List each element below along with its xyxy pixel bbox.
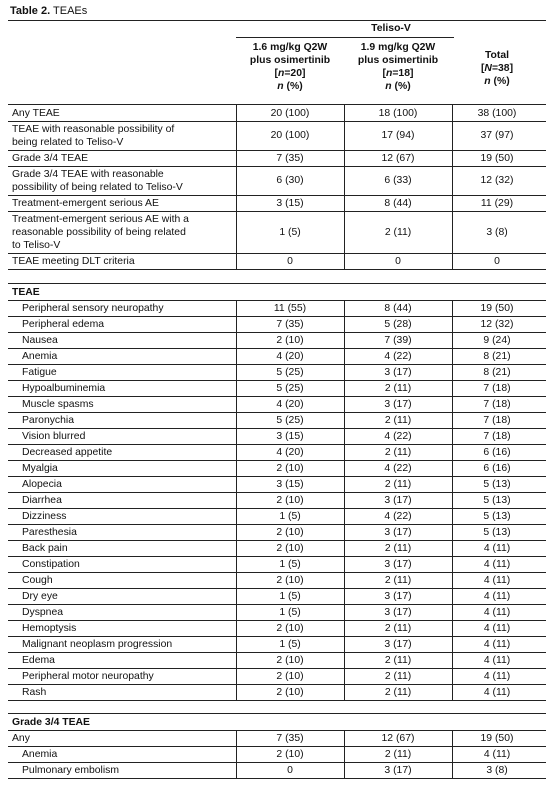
- teae-row-label: Hemoptysis: [22, 622, 77, 634]
- teae-row-col-divider-1: [236, 348, 237, 364]
- teae-row-label: Myalgia: [22, 462, 58, 474]
- teae-row-label: Back pain: [22, 542, 68, 554]
- teae-row-value-c2: 2 (11): [384, 382, 412, 394]
- group-header-rule: [236, 37, 454, 38]
- teae-row-col-divider-3: [452, 460, 453, 476]
- summary-row-value-c1: 3 (15): [276, 197, 304, 209]
- summary-row-value-c1: 0: [287, 255, 293, 267]
- teae-row-col-divider-3: [452, 348, 453, 364]
- teae-row-value-c2: 3 (17): [384, 494, 412, 506]
- teae-row-value-c3: 5 (13): [483, 494, 511, 506]
- summary-row-label: Grade 3/4 TEAE with reasonable: [12, 168, 164, 180]
- teae-row-value-c2: 3 (17): [384, 638, 412, 650]
- grade34-row-value-c2: 3 (17): [384, 764, 412, 776]
- teae-row-value-c1: 4 (20): [276, 446, 304, 458]
- summary-row-label: TEAE with reasonable possibility of: [12, 123, 175, 135]
- teae-row-value-c1: 1 (5): [279, 638, 301, 650]
- teae-row-value-c2: 2 (11): [384, 414, 412, 426]
- summary-row-value-c3: 12 (32): [480, 175, 514, 186]
- teae-row-value-c3: 7 (18): [483, 430, 511, 442]
- summary-row-value-c2: 0: [395, 255, 401, 267]
- teae-row-value-c3: 4 (11): [483, 574, 511, 586]
- col3-header: [452, 49, 542, 88]
- summary-row-value-c1: 20 (100): [270, 130, 310, 141]
- teae-row-value-c2: 2 (11): [384, 542, 412, 554]
- summary-row-col-divider-2: [344, 211, 345, 253]
- summary-row-label: reasonable possibility of being related: [12, 226, 186, 238]
- teae-row-col-divider-1: [236, 380, 237, 396]
- teae-row-col-divider-1: [236, 556, 237, 572]
- teae-row-col-divider-3: [452, 620, 453, 636]
- grade34-any-col-divider-1: [236, 730, 237, 746]
- teae-row-value-c1: 2 (10): [276, 462, 304, 474]
- teae-row-value-c3: 4 (11): [483, 590, 511, 602]
- teae-row-value-c3: 7 (18): [483, 398, 511, 410]
- teae-row-col-divider-2: [344, 620, 345, 636]
- teae-row-value-c3: 8 (21): [483, 366, 511, 378]
- teae-row-value-c1: 3 (15): [276, 478, 304, 490]
- teae-row-col-divider-2: [344, 300, 345, 316]
- teae-row-value-c1: 7 (35): [276, 318, 304, 330]
- teae-row-col-divider-3: [452, 444, 453, 460]
- teae-row-value-c1: 2 (10): [276, 494, 304, 506]
- teae-row-value-c1: 2 (10): [276, 526, 304, 538]
- teae-row-value-c1: 2 (10): [276, 686, 304, 698]
- teae-row-col-divider-2: [344, 588, 345, 604]
- summary-row-label: being related to Teliso-V: [12, 136, 124, 148]
- teae-row-value-c2: 4 (22): [384, 462, 412, 474]
- teae-row-col-divider-3: [452, 492, 453, 508]
- teae-row-label: Constipation: [22, 558, 80, 570]
- teae-row-col-divider-1: [236, 444, 237, 460]
- teae-row-label: Muscle spasms: [22, 398, 94, 410]
- teae-row-value-c1: 1 (5): [279, 606, 301, 618]
- teae-row-col-divider-3: [452, 636, 453, 652]
- teae-row-col-divider-2: [344, 332, 345, 348]
- teae-row-value-c3: 12 (32): [480, 318, 514, 330]
- grade34-any-col-divider-2: [344, 730, 345, 746]
- teae-row-label: Hypoalbuminemia: [22, 382, 106, 394]
- header-bottom-rule: [8, 104, 546, 105]
- teae-row-value-c2: 2 (11): [384, 670, 412, 682]
- grade34-any-value-c3: 19 (50): [480, 732, 514, 744]
- summary-row-value-c2: 12 (67): [381, 152, 415, 164]
- teae-row-col-divider-1: [236, 572, 237, 588]
- teae-row-col-divider-2: [344, 316, 345, 332]
- col1-header-dose: 1.6 mg/kg Q2W: [252, 42, 328, 53]
- teae-row-value-c2: 3 (17): [384, 606, 412, 618]
- teae-row-value-c1: 1 (5): [279, 590, 301, 602]
- col1-header-combo: plus osimertinib: [249, 55, 331, 66]
- teae-row-col-divider-3: [452, 524, 453, 540]
- col3-header-n: [N=38]: [480, 63, 514, 74]
- teae-row-value-c2: 2 (11): [384, 654, 412, 666]
- teae-row-col-divider-3: [452, 508, 453, 524]
- col2-header-npct: n (%): [385, 81, 411, 92]
- teae-row-value-c2: 2 (11): [384, 622, 412, 634]
- teae-row-value-c2: 7 (39): [384, 334, 412, 346]
- teae-row-col-divider-2: [344, 636, 345, 652]
- teae-row-value-c3: 5 (13): [483, 478, 511, 490]
- teae-row-col-divider-3: [452, 380, 453, 396]
- col2-header-combo: plus osimertinib: [357, 55, 439, 66]
- teae-row-value-c3: 9 (24): [483, 334, 511, 346]
- summary-row-value-c2: 18 (100): [378, 107, 418, 119]
- summary-row-col-divider-3: [452, 166, 453, 195]
- grade34-section-top-rule: [8, 713, 546, 714]
- summary-row-col-divider-3: [452, 121, 453, 150]
- teae-row-value-c2: 3 (17): [384, 558, 412, 570]
- grade34-row-col-divider-1: [236, 746, 237, 762]
- summary-row-col-divider-1: [236, 121, 237, 150]
- teae-row-col-divider-1: [236, 316, 237, 332]
- summary-row-col-divider-2: [344, 166, 345, 195]
- summary-row-label: possibility of being related to Teliso-V: [12, 181, 183, 193]
- teae-row-col-divider-1: [236, 604, 237, 620]
- summary-row-col-divider-3: [452, 150, 453, 166]
- teae-row-value-c1: 2 (10): [276, 670, 304, 682]
- teae-row-rule: [8, 700, 546, 701]
- grade34-row-value-c1: 0: [287, 764, 293, 776]
- teae-row-col-divider-2: [344, 380, 345, 396]
- teae-row-col-divider-2: [344, 540, 345, 556]
- teae-row-col-divider-2: [344, 556, 345, 572]
- teae-section-top-rule: [8, 283, 546, 284]
- teae-row-value-c2: 2 (11): [384, 574, 412, 586]
- teae-row-col-divider-2: [344, 412, 345, 428]
- teae-row-value-c3: 19 (50): [480, 302, 514, 314]
- teae-row-col-divider-1: [236, 620, 237, 636]
- teae-row-col-divider-3: [452, 556, 453, 572]
- teae-row-col-divider-1: [236, 540, 237, 556]
- teae-row-col-divider-1: [236, 524, 237, 540]
- teae-row-col-divider-3: [452, 396, 453, 412]
- teae-row-col-divider-3: [452, 572, 453, 588]
- teae-row-col-divider-3: [452, 684, 453, 700]
- grade34-row-col-divider-2: [344, 746, 345, 762]
- teae-row-value-c2: 2 (11): [384, 446, 412, 458]
- teae-row-value-c2: 4 (22): [384, 430, 412, 442]
- grade34-row-col-divider-2: [344, 762, 345, 778]
- teae-row-label: Dyspnea: [22, 606, 64, 618]
- teae-row-label: Vision blurred: [22, 430, 86, 442]
- teae-row-label: Alopecia: [22, 478, 62, 490]
- summary-row-col-divider-1: [236, 253, 237, 269]
- teae-row-col-divider-1: [236, 668, 237, 684]
- col1-header-npct: n (%): [277, 81, 303, 92]
- summary-row-col-divider-2: [344, 105, 345, 121]
- grade34-row-col-divider-3: [452, 762, 453, 778]
- teae-row-value-c3: 6 (16): [483, 462, 511, 474]
- teae-row-label: Edema: [22, 654, 55, 666]
- teae-row-col-divider-3: [452, 428, 453, 444]
- summary-row-col-divider-2: [344, 253, 345, 269]
- teae-row-value-c1: 2 (10): [276, 574, 304, 586]
- teae-row-col-divider-2: [344, 572, 345, 588]
- teae-row-value-c1: 3 (15): [276, 430, 304, 442]
- teae-row-label: Peripheral motor neuropathy: [22, 670, 154, 682]
- teae-row-col-divider-3: [452, 300, 453, 316]
- summary-row-label: Grade 3/4 TEAE: [12, 152, 89, 164]
- teae-row-col-divider-3: [452, 332, 453, 348]
- teae-row-value-c3: 7 (18): [483, 414, 511, 426]
- summary-row-value-c3: 11 (29): [480, 197, 514, 209]
- grade34-any-value-c1: 7 (35): [276, 732, 304, 744]
- summary-row-value-c1: 20 (100): [270, 107, 310, 119]
- col2-header-dose: 1.9 mg/kg Q2W: [360, 42, 436, 53]
- teae-row-value-c3: 6 (16): [483, 446, 511, 458]
- teae-row-value-c3: 4 (11): [483, 670, 511, 682]
- teae-row-col-divider-1: [236, 588, 237, 604]
- teae-row-col-divider-2: [344, 604, 345, 620]
- teae-row-value-c3: 7 (18): [483, 382, 511, 394]
- teae-row-label: Dizziness: [22, 510, 67, 522]
- teae-row-value-c3: 5 (13): [483, 526, 511, 538]
- teae-row-value-c2: 2 (11): [384, 686, 412, 698]
- teae-row-col-divider-1: [236, 412, 237, 428]
- teae-row-col-divider-2: [344, 476, 345, 492]
- teae-row-col-divider-1: [236, 364, 237, 380]
- grade34-row-label: Pulmonary embolism: [22, 764, 120, 776]
- teae-row-col-divider-3: [452, 412, 453, 428]
- summary-row-value-c2: 17 (94): [381, 130, 415, 141]
- teae-row-col-divider-1: [236, 300, 237, 316]
- summary-row-value-c2: 2 (11): [384, 226, 412, 238]
- teae-row-col-divider-2: [344, 668, 345, 684]
- col2-header: [344, 41, 452, 93]
- teae-row-value-c2: 8 (44): [384, 302, 412, 314]
- col2-header-n: [n=18]: [382, 68, 414, 79]
- summary-row-col-divider-1: [236, 105, 237, 121]
- summary-row-label: Treatment-emergent serious AE: [12, 197, 159, 209]
- teae-row-value-c1: 5 (25): [276, 382, 304, 394]
- teae-row-col-divider-1: [236, 460, 237, 476]
- summary-row-label: to Teliso-V: [12, 239, 61, 251]
- teae-row-label: Nausea: [22, 334, 58, 346]
- summary-row-value-c3: 19 (50): [480, 152, 514, 164]
- table-caption-label: Table 2.: [10, 5, 51, 17]
- teae-section-title: TEAE: [12, 287, 40, 298]
- teae-row-col-divider-3: [452, 476, 453, 492]
- teae-row-col-divider-1: [236, 636, 237, 652]
- teae-row-value-c3: 4 (11): [483, 558, 511, 570]
- teae-row-col-divider-1: [236, 492, 237, 508]
- grade34-row-value-c3: 4 (11): [483, 748, 511, 760]
- teae-row-col-divider-1: [236, 396, 237, 412]
- teae-row-col-divider-2: [344, 524, 345, 540]
- teae-row-value-c3: 4 (11): [483, 638, 511, 650]
- grade34-row-col-divider-1: [236, 762, 237, 778]
- teae-row-col-divider-2: [344, 348, 345, 364]
- teae-row-col-divider-2: [344, 444, 345, 460]
- teae-row-col-divider-2: [344, 508, 345, 524]
- grade34-any-col-divider-3: [452, 730, 453, 746]
- teae-row-value-c1: 1 (5): [279, 510, 301, 522]
- summary-row-col-divider-3: [452, 105, 453, 121]
- teae-row-label: Anemia: [22, 350, 58, 362]
- teae-row-label: Malignant neoplasm progression: [22, 638, 173, 650]
- teae-row-value-c2: 4 (22): [384, 510, 412, 522]
- teae-row-value-c3: 4 (11): [483, 606, 511, 618]
- col1-header-n: [n=20]: [274, 68, 306, 79]
- teae-row-col-divider-1: [236, 332, 237, 348]
- grade34-row-rule: [8, 778, 546, 779]
- teae-row-value-c3: 8 (21): [483, 350, 511, 362]
- teae-row-value-c3: 4 (11): [483, 686, 511, 698]
- teae-row-value-c3: 5 (13): [483, 510, 511, 522]
- grade34-section-title: Grade 3/4 TEAE: [12, 717, 90, 728]
- teae-row-label: Rash: [22, 686, 47, 698]
- col3-header-total: Total: [484, 50, 510, 61]
- grade34-row-value-c1: 2 (10): [276, 748, 304, 760]
- teae-row-value-c1: 5 (25): [276, 366, 304, 378]
- teae-row-value-c1: 4 (20): [276, 398, 304, 410]
- grade34-row-value-c3: 3 (8): [486, 764, 508, 776]
- teae-row-value-c2: 3 (17): [384, 526, 412, 538]
- teae-row-value-c1: 2 (10): [276, 542, 304, 554]
- teae-row-col-divider-1: [236, 476, 237, 492]
- summary-row-rule: [8, 269, 546, 270]
- teae-row-value-c3: 4 (11): [483, 622, 511, 634]
- summary-row-col-divider-3: [452, 211, 453, 253]
- grade34-any-label: Any: [12, 732, 30, 744]
- summary-row-value-c1: 1 (5): [279, 226, 301, 238]
- teae-row-col-divider-2: [344, 684, 345, 700]
- teae-row-value-c3: 4 (11): [483, 654, 511, 666]
- teae-row-col-divider-1: [236, 652, 237, 668]
- teae-row-label: Peripheral edema: [22, 318, 105, 330]
- summary-row-col-divider-2: [344, 121, 345, 150]
- teae-row-col-divider-3: [452, 588, 453, 604]
- summary-row-col-divider-1: [236, 166, 237, 195]
- teae-row-label: Decreased appetite: [22, 446, 113, 458]
- summary-row-value-c3: 38 (100): [477, 107, 517, 119]
- summary-row-col-divider-1: [236, 150, 237, 166]
- teae-row-col-divider-1: [236, 428, 237, 444]
- teae-row-value-c3: 4 (11): [483, 542, 511, 554]
- teae-row-label: Diarrhea: [22, 494, 62, 506]
- teae-row-col-divider-2: [344, 652, 345, 668]
- summary-row-label: TEAE meeting DLT criteria: [12, 255, 135, 267]
- teae-row-value-c1: 4 (20): [276, 350, 304, 362]
- teae-row-col-divider-3: [452, 540, 453, 556]
- summary-row-value-c1: 7 (35): [276, 152, 304, 164]
- table-top-rule: [8, 20, 546, 21]
- teae-row-col-divider-2: [344, 460, 345, 476]
- teae-row-value-c1: 2 (10): [276, 654, 304, 666]
- summary-row-value-c1: 6 (30): [276, 175, 304, 186]
- teae-row-label: Peripheral sensory neuropathy: [22, 302, 164, 314]
- teae-row-col-divider-3: [452, 364, 453, 380]
- col1-header: [236, 41, 344, 93]
- teae-row-value-c1: 1 (5): [279, 558, 301, 570]
- summary-row-col-divider-2: [344, 195, 345, 211]
- teae-row-value-c2: 5 (28): [384, 318, 412, 330]
- teae-row-col-divider-2: [344, 428, 345, 444]
- teae-row-label: Paresthesia: [22, 526, 77, 538]
- summary-row-value-c3: 3 (8): [486, 226, 508, 238]
- teae-row-label: Cough: [22, 574, 53, 586]
- summary-row-col-divider-3: [452, 195, 453, 211]
- teae-row-label: Dry eye: [22, 590, 58, 602]
- col3-header-npct: n (%): [484, 76, 510, 87]
- table-caption-title: TEAEs: [53, 5, 88, 17]
- teae-row-col-divider-3: [452, 668, 453, 684]
- teae-row-value-c1: 2 (10): [276, 334, 304, 346]
- teae-row-col-divider-1: [236, 508, 237, 524]
- summary-row-value-c3: 0: [494, 255, 500, 267]
- teae-row-label: Fatigue: [22, 366, 57, 378]
- teae-row-value-c2: 3 (17): [384, 398, 412, 410]
- summary-row-col-divider-1: [236, 195, 237, 211]
- teae-row-col-divider-2: [344, 396, 345, 412]
- teae-row-col-divider-3: [452, 604, 453, 620]
- teae-row-col-divider-1: [236, 684, 237, 700]
- teae-row-col-divider-2: [344, 364, 345, 380]
- summary-row-value-c2: 8 (44): [384, 197, 412, 209]
- teae-row-value-c2: 2 (11): [384, 478, 412, 490]
- summary-row-value-c3: 37 (97): [480, 130, 514, 141]
- teae-row-value-c1: 11 (55): [273, 302, 307, 314]
- grade34-row-label: Anemia: [22, 748, 58, 760]
- teae-row-col-divider-2: [344, 492, 345, 508]
- summary-row-col-divider-2: [344, 150, 345, 166]
- teae-row-label: Paronychia: [22, 414, 74, 426]
- teae-row-value-c1: 2 (10): [276, 622, 304, 634]
- table-caption: [10, 4, 87, 18]
- summary-row-label: Treatment-emergent serious AE with a: [12, 213, 189, 225]
- teae-row-value-c2: 4 (22): [384, 350, 412, 362]
- summary-row-col-divider-3: [452, 253, 453, 269]
- group-header-teliso-v: Teliso-V: [371, 23, 411, 34]
- summary-row-col-divider-1: [236, 211, 237, 253]
- teae-row-col-divider-3: [452, 652, 453, 668]
- summary-row-label: Any TEAE: [12, 107, 60, 119]
- grade34-any-value-c2: 12 (67): [381, 732, 415, 744]
- summary-row-value-c2: 6 (33): [384, 175, 412, 186]
- teae-row-value-c2: 3 (17): [384, 590, 412, 602]
- teae-row-value-c2: 3 (17): [384, 366, 412, 378]
- teae-row-col-divider-3: [452, 316, 453, 332]
- grade34-row-col-divider-3: [452, 746, 453, 762]
- grade34-row-value-c2: 2 (11): [384, 748, 412, 760]
- teae-row-value-c1: 5 (25): [276, 414, 304, 426]
